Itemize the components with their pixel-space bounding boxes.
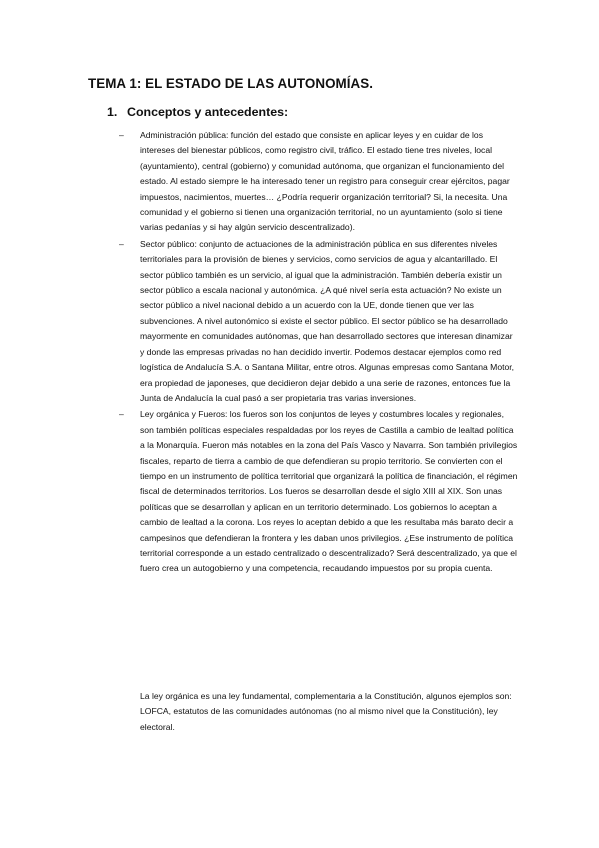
bullet-text: Ley orgánica y Fueros: los fueros son los conjuntos de leyes y costumbres locales y regionales, son también políticas especiales respaldadas por los reyes de Castilla a cambio de lealtad política a la Monarquía. Fueron más notables en la zona del País Vasco y Navarra. Son también privilegios fiscales, reparto de tierra a cambio de que defendieran su propio territorio. Se convierten con el tiempo en un instrumento de política territorial que organizará la política de financiación, el régimen fiscal de determinados territorios. Los fueros se desarrollan desde el siglo XIII al XIX. Son unas políticas que se desarrollan y aplican en un territorio determinado. Los gobiernos lo aceptan a cambio de lealtad a la corona. Los reyes lo aceptan debido a que les resultaba más barato decir a campesinos que defendieran la frontera y les daban unos privilegios. ¿Ese instrumento de política territorial corresponde a un estado centralizado o descentralizado? Será descentralizado, ya que el fuero crea un autogobierno y una competencia, recaudando impuestos por su propia cuenta. <box>140 409 518 574</box>
list-item <box>119 128 519 236</box>
extra-paragraph: La ley orgánica es una ley fundamental, complementaria a la Constitución, algunos ejemplos son: LOFCA, estatutos de las comunidades autónomas (no al mismo nivel que la Constitución), ley electoral. <box>140 691 512 732</box>
page-title: TEMA 1: EL ESTADO DE LAS AUTONOMÍAS. <box>88 76 374 91</box>
list-item <box>119 237 519 406</box>
bullet-dash: – <box>119 130 124 140</box>
section-heading-text: Conceptos y antecedentes: <box>127 105 289 119</box>
section-number: 1. <box>107 105 118 119</box>
bullet-dash: – <box>119 409 124 420</box>
section-heading <box>107 105 288 119</box>
bullet-text: Administración pública: función del estado que consiste en aplicar leyes y en cuidar de los intereses del bienestar públicos, como registro civil, tráfico. El estado tiene tres niveles, local (ayuntamiento), central (gobierno) y comunidad autónoma, que organizan el funcionamiento del estado. Al estado siempre le ha interesado tener un registro para conseguir crear ejércitos, pagar impuestos, nacimientos, muertes… ¿Podría requerir organización territorial? Si, la necesita. Una comunidad y el gobierno si tienen una organización territorial, no un ayuntamiento (solo si tiene varias pedanías y si hay algún servicio descentralizado). <box>140 130 510 233</box>
bullet-list <box>119 128 519 578</box>
bullet-text: Sector público: conjunto de actuaciones de la administración pública en sus diferentes niveles territoriales para la provisión de bienes y servicios, como servicios de agua y alcantarillado. El sector público también es un servicio, al igual que la administración. También debería existir un sector público a escala nacional y autonómica. ¿A qué nivel sería esta actuación? No existe un sector público a nivel nacional debido a un acuerdo con la UE, donde tienen que ver las subvenciones. A nivel autonómico si existe el sector público. El sector público se ha desarrollado mayormente en comunidades autónomas, que han desarrollado sectores que interesan dinamizar y donde las empresas privadas no han decidido invertir. Podemos destacar ejemplos como red logística de Andalucía S.A. o Santana Militar, entre otros. Algunas empresas como Santana Motor, era propiedad de japoneses, que decidieron dejar debido a una serie de razones, entonces fue la Junta de Andalucía la cual pasó a ser propietaria tras varias inversiones. <box>140 238 515 403</box>
bullet-dash: – <box>119 238 124 249</box>
list-item <box>119 407 519 576</box>
